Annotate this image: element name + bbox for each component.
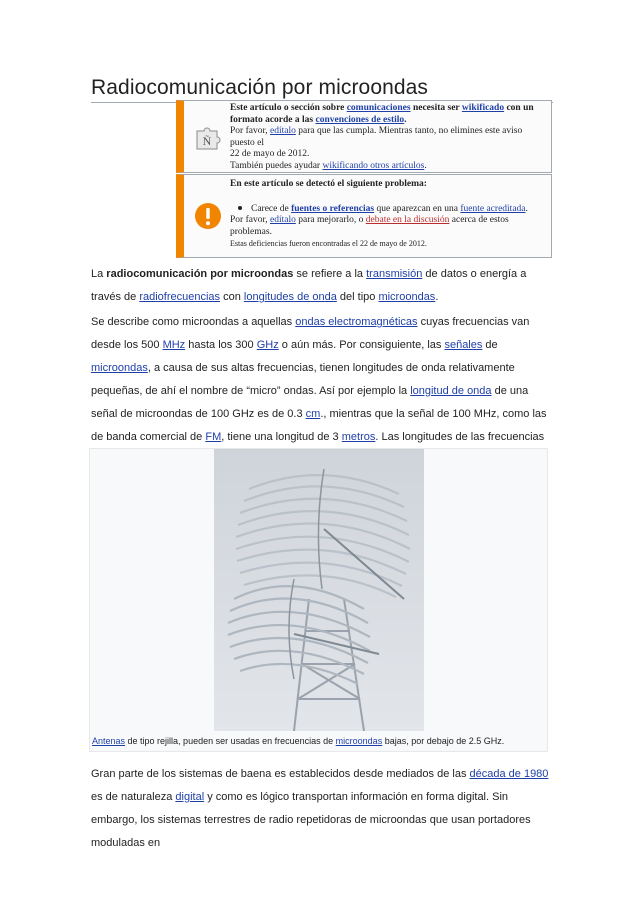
puzzle-icon — [190, 101, 226, 172]
wikify-notice-box — [176, 100, 552, 173]
link-microondas-2[interactable]: microondas — [91, 362, 148, 374]
link-wikificado[interactable]: wikificado — [461, 103, 505, 113]
grid-antenna-photo[interactable] — [214, 449, 424, 731]
link-editalo-refs[interactable]: edítalo — [270, 215, 296, 226]
link-ondas-electromagneticas[interactable]: ondas electromagnéticas — [295, 316, 418, 328]
link-metros[interactable]: metros — [341, 431, 376, 443]
link-microondas-caption[interactable]: microondas — [335, 736, 383, 746]
link-antenas[interactable]: Antenas — [92, 736, 126, 746]
link-longitud-de-onda[interactable]: longitud de onda — [410, 385, 492, 397]
link-microondas[interactable]: microondas — [378, 291, 436, 303]
link-fuentes-o-referencias[interactable]: fuentes o referencias — [291, 203, 375, 214]
references-notice-text: En este artículo se detectó el siguiente problema: Carece de fuentes o referencias que aparezcan en una fuente acreditada. Por favor, edítalo para mejorarlo, o debate en la discusión acerca de estos problemas. Estas deficiencias fueron encontradas el 22 de mayo de 2012. — [230, 179, 528, 249]
antenna-figure — [89, 448, 548, 752]
wikify-notice-text: Este artículo o sección sobre comunicaciones necesita ser wikificado con un formato acorde a las convenciones de estilo. Por favor, edítalo para que las cumpla. Mientras tanto, no elimines este aviso puesto el 22 de mayo de 2012. También puedes ayudar wikificando otros artículos. — [230, 103, 534, 171]
link-transmision[interactable]: transmisión — [366, 268, 423, 280]
page-title: Radiocomunicación por microondas — [91, 76, 553, 103]
description-paragraph: Se describe como microondas a aquellas ondas electromagnéticas cuyas frecuencias van desde los 500 MHz hasta los 300 GHz o aún más. Por consiguiente, las señales de microondas, a causa de sus altas frecuencias, tienen longitudes de onda relativamente pequeñas, de ahí el nombre de “micro” ondas. Así por ejemplo la longitud de onda de una señal de microondas de 100 GHz es de 0.3 cm., mientras que la señal de 100 MHz, como las de banda comercial de FM, tiene una longitud de 3 metros. Las longitudes de las frecuencias — [91, 311, 553, 472]
link-comunicaciones[interactable]: comunicaciones — [346, 103, 411, 113]
link-decada-de-1980[interactable]: década de 1980 — [469, 768, 549, 780]
svg-text:Ñ: Ñ — [202, 133, 212, 148]
link-longitudes-de-onda[interactable]: longitudes de onda — [243, 291, 337, 303]
intro-paragraph: La radiocomunicación por microondas se refiere a la transmisión de datos o energía a través de radiofrecuencias con longitudes de onda del tipo microondas. — [91, 268, 527, 303]
link-radiofrecuencias[interactable]: radiofrecuencias — [139, 291, 221, 303]
figure-caption: Antenas de tipo rejilla, pueden ser usadas en frecuencias de microondas bajas, por debajo de 2.5 GHz. — [92, 736, 505, 746]
link-fm[interactable]: FM — [205, 431, 222, 443]
link-cm[interactable]: cm — [305, 408, 321, 420]
link-fuente-acreditada[interactable]: fuente acreditada — [460, 203, 526, 214]
bullet-icon — [238, 206, 242, 210]
link-convenciones-de-estilo[interactable]: convenciones de estilo — [315, 114, 405, 125]
references-notice-box — [176, 174, 552, 258]
digital-systems-paragraph: Gran parte de los sistemas de baena es establecidos desde mediados de las década de 1980 es de naturaleza digital y como es lógico transportan información en forma digital. Sin embargo, los sistemas terrestres de radio repetidoras de microondas que usan portadores moduladas en — [91, 768, 549, 849]
link-mhz[interactable]: MHz — [162, 339, 186, 351]
link-debate-en-la-discusion[interactable]: debate en la discusión — [365, 215, 450, 226]
link-editalo[interactable]: edítalo — [270, 126, 296, 137]
link-digital[interactable]: digital — [175, 791, 205, 803]
warning-icon — [190, 175, 226, 257]
link-senales[interactable]: señales — [444, 339, 483, 351]
link-ghz[interactable]: GHz — [256, 339, 279, 351]
link-wikificando-otros-articulos[interactable]: wikificando otros artículos — [322, 160, 425, 171]
